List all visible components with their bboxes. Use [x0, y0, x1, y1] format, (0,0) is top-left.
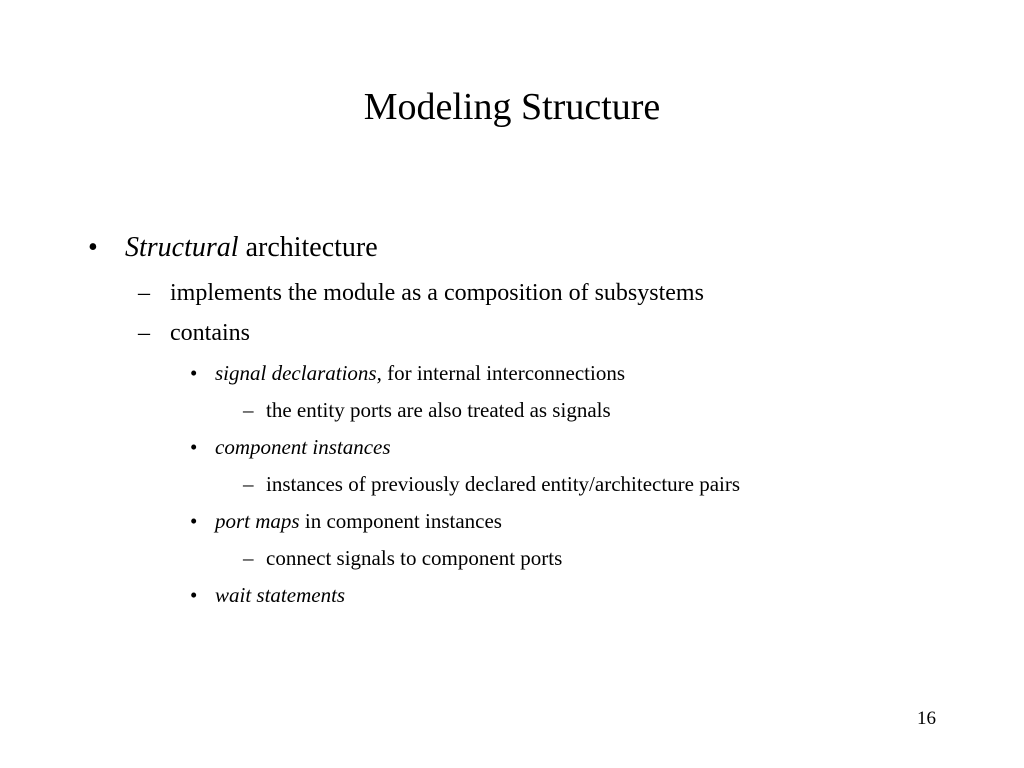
list-item: wait statements — [215, 583, 346, 607]
dash-marker: – — [243, 546, 254, 570]
list-item: connect signals to component ports — [266, 546, 563, 570]
list-item: Structural architecture — [125, 232, 378, 263]
page-number: 16 — [917, 708, 936, 729]
list-item: signal declarations, for internal interconnections — [215, 361, 626, 385]
list-item: instances of previously declared entity/architecture pairs — [266, 472, 741, 496]
list-item: component instances — [215, 435, 391, 459]
slide-title: Modeling Structure — [363, 86, 661, 128]
list-item: implements the module as a composition of subsystems — [170, 280, 704, 306]
dash-marker: – — [138, 320, 150, 346]
bullet-marker: • — [190, 361, 198, 385]
bullet-marker: • — [190, 435, 198, 459]
list-item: the entity ports are also treated as signals — [266, 398, 611, 422]
bullet-marker: • — [88, 232, 98, 263]
bullet-marker: • — [190, 509, 198, 533]
dash-marker: – — [138, 280, 150, 306]
list-item: port maps in component instances — [215, 509, 502, 533]
dash-marker: – — [243, 398, 254, 422]
list-item: contains — [170, 320, 250, 346]
dash-marker: – — [243, 472, 254, 496]
bullet-marker: • — [190, 583, 198, 607]
